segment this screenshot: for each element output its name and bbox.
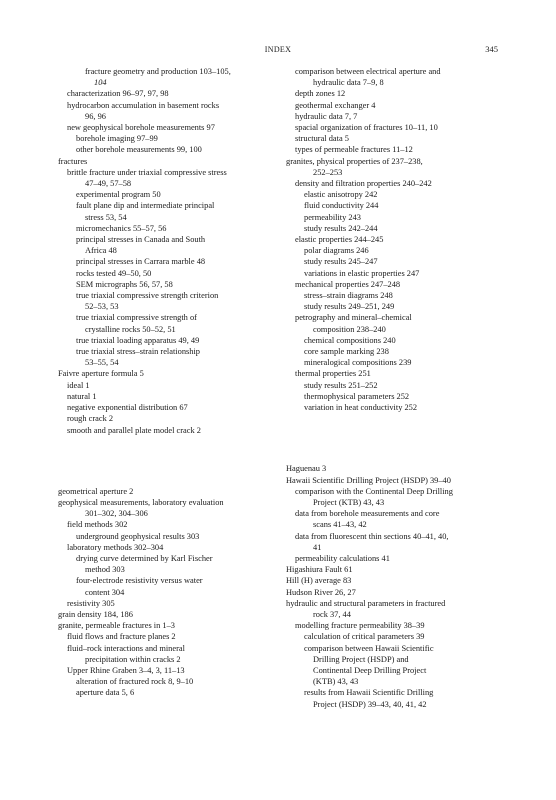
index-entry: thermal properties 251	[295, 369, 371, 379]
page-header	[0, 44, 556, 58]
index-entry: geothermal exchanger 4	[295, 100, 376, 110]
index-column-left	[58, 66, 294, 699]
index-entry: grain density 184, 186	[58, 609, 133, 619]
index-entry: permeability 243	[304, 212, 361, 222]
index-entry: core sample marking 238	[304, 347, 389, 357]
index-entry: rock 37, 44	[313, 609, 351, 619]
index-entry: variations in elastic properties 247	[304, 268, 420, 278]
index-entry: granites, physical properties of 237–238,	[286, 156, 423, 166]
index-entry: method 303	[85, 565, 125, 575]
index-entry: density and filtration properties 240–242	[295, 179, 432, 189]
index-entry: hydraulic data 7–9, 8	[313, 78, 384, 88]
index-entry: depth zones 12	[295, 89, 346, 99]
index-entry: comparison between Hawaii Scientific	[304, 643, 434, 653]
index-entry: micromechanics 55–57, 56	[76, 223, 167, 233]
index-entry: alteration of fractured rock 8, 9–10	[76, 677, 194, 687]
index-entry: fluid–rock interactions and mineral	[67, 643, 185, 653]
index-entry: fluid flows and fracture planes 2	[67, 632, 176, 642]
index-entry: natural 1	[67, 391, 97, 401]
index-entry: geometrical aperture 2	[58, 486, 134, 496]
index-entry: geophysical measurements, laboratory evaluation	[58, 497, 224, 507]
index-entry: crystalline rocks 50–52, 51	[85, 324, 176, 334]
index-entry: 252–253	[313, 167, 343, 177]
index-entry: brittle fracture under triaxial compressive stress	[67, 167, 227, 177]
index-entry: new geophysical borehole measurements 97	[67, 123, 215, 133]
index-entry: characterization 96–97, 97, 98	[67, 89, 169, 99]
index-entry: chemical compositions 240	[304, 335, 396, 345]
index-entry: spacial organization of fractures 10–11, 10	[295, 123, 438, 133]
index-entry: Hawaii Scientific Drilling Project (HSDP) 39–40	[286, 475, 451, 485]
index-entry: SEM micrographs 56, 57, 58	[76, 279, 173, 289]
index-entry: underground geophysical results 303	[76, 531, 200, 541]
index-entry: study results 249–251, 249	[304, 302, 395, 312]
index-entry: composition 238–240	[313, 324, 386, 334]
index-entry: scans 41–43, 42	[313, 520, 367, 530]
index-entry: Africa 48	[85, 246, 117, 256]
index-entry: Hill (H) average 83	[286, 576, 352, 586]
index-entry: 41	[313, 542, 322, 552]
index-entry: elastic properties 244–245	[295, 235, 384, 245]
index-entry: comparison with the Continental Deep Drilling	[295, 486, 453, 496]
index-entry: calculation of critical parameters 39	[304, 632, 425, 642]
index-entry: laboratory methods 302–304	[67, 542, 164, 552]
index-entry: structural data 5	[295, 134, 349, 144]
index-entry: field methods 302	[67, 520, 128, 530]
index-entry: granite, permeable fractures in 1–3	[58, 621, 175, 631]
index-entry: types of permeable fractures 11–12	[295, 145, 413, 155]
index-entry: true triaxial stress–strain relationship	[76, 347, 200, 357]
running-head: INDEX	[264, 45, 292, 54]
index-entry: content 304	[85, 587, 125, 597]
index-entry: polar diagrams 246	[304, 246, 369, 256]
index-entry: fault plane dip and intermediate principal	[76, 201, 215, 211]
index-entry: 47–49, 57–58	[85, 179, 132, 189]
index-column-right	[286, 66, 522, 710]
index-entry: hydrocarbon accumulation in basement rocks	[67, 100, 220, 110]
index-entry: 53–55, 54	[85, 358, 119, 368]
index-entry: hydraulic and structural parameters in fractured	[286, 598, 446, 608]
index-entry: elastic anisotropy 242	[304, 190, 378, 200]
index-entry: (KTB) 43, 43	[313, 677, 359, 687]
index-entry: data from borehole measurements and core	[295, 509, 440, 519]
column-gap	[58, 436, 294, 486]
index-entry: smooth and parallel plate model crack 2	[67, 425, 201, 435]
index-entry: study results 242–244	[304, 223, 378, 233]
index-entry: results from Hawaii Scientific Drilling	[304, 688, 434, 698]
index-entry: negative exponential distribution 67	[67, 403, 188, 413]
index-entry: 52–53, 53	[85, 302, 119, 312]
index-entry: principal stresses in Carrara marble 48	[76, 257, 206, 267]
index-entry: variation in heat conductivity 252	[304, 403, 418, 413]
index-entry: Upper Rhine Graben 3–4, 3, 11–13	[67, 665, 185, 675]
index-entry: resistivity 305	[67, 598, 115, 608]
page-number: 345	[485, 44, 498, 54]
index-entry: principal stresses in Canada and South	[76, 235, 206, 245]
index-entry: data from fluorescent thin sections 40–41, 40,	[295, 531, 449, 541]
index-entry: fracture geometry and production 103–105,	[85, 67, 231, 76]
index-entry: rocks tested 49–50, 50	[76, 268, 152, 278]
index-entry: true triaxial loading apparatus 49, 49	[76, 335, 200, 345]
index-entry: study results 251–252	[304, 380, 378, 390]
index-entry: 301–302, 304–306	[85, 509, 148, 519]
index-entry: Project (HSDP) 39–43, 40, 41, 42	[313, 699, 427, 709]
index-entry: mineralogical compositions 239	[304, 358, 412, 368]
index-entry: fractures	[58, 156, 88, 166]
index-entry: precipitation within cracks 2	[85, 654, 181, 664]
index-entry: borehole imaging 97–99	[76, 134, 158, 144]
index-entry: 96, 96	[85, 111, 106, 121]
index-entry: hydraulic data 7, 7	[295, 111, 358, 121]
index-entry: fluid conductivity 244	[304, 201, 379, 211]
index-entry: stress 53, 54	[85, 212, 127, 222]
index-entry: drying curve determined by Karl Fischer	[76, 553, 213, 563]
column-gap	[286, 413, 522, 463]
index-entry: Project (KTB) 43, 43	[313, 497, 385, 507]
index-entry: stress–strain diagrams 248	[304, 291, 393, 301]
index-entry: Haguenau 3	[286, 464, 327, 474]
index-entry: permeability calculations 41	[295, 553, 390, 563]
index-entry: Higashiura Fault 61	[286, 565, 353, 575]
index-entry: true triaxial compressive strength of	[76, 313, 197, 323]
index-entry: mechanical properties 247–248	[295, 279, 401, 289]
index-entry: experimental program 50	[76, 190, 161, 200]
index-entry: other borehole measurements 99, 100	[76, 145, 202, 155]
index-entry: Hudson River 26, 27	[286, 587, 356, 597]
index-entry: 104	[94, 78, 107, 88]
index-entry: thermophysical parameters 252	[304, 391, 410, 401]
index-entry: modelling fracture permeability 38–39	[295, 621, 425, 631]
index-entry: aperture data 5, 6	[76, 688, 135, 698]
index-entry: Faivre aperture formula 5	[58, 369, 144, 379]
index-entry: study results 245–247	[304, 257, 378, 267]
index-entry: four-electrode resistivity versus water	[76, 576, 203, 586]
index-entry: ideal 1	[67, 380, 90, 390]
index-entry: true triaxial compressive strength criterion	[76, 291, 219, 301]
index-entry: Continental Deep Drilling Project	[313, 665, 427, 675]
index-entry: comparison between electrical aperture and	[295, 67, 441, 76]
index-entry: petrography and mineral–chemical	[295, 313, 412, 323]
index-entry: Drilling Project (HSDP) and	[313, 654, 409, 664]
index-entry: rough crack 2	[67, 414, 114, 424]
